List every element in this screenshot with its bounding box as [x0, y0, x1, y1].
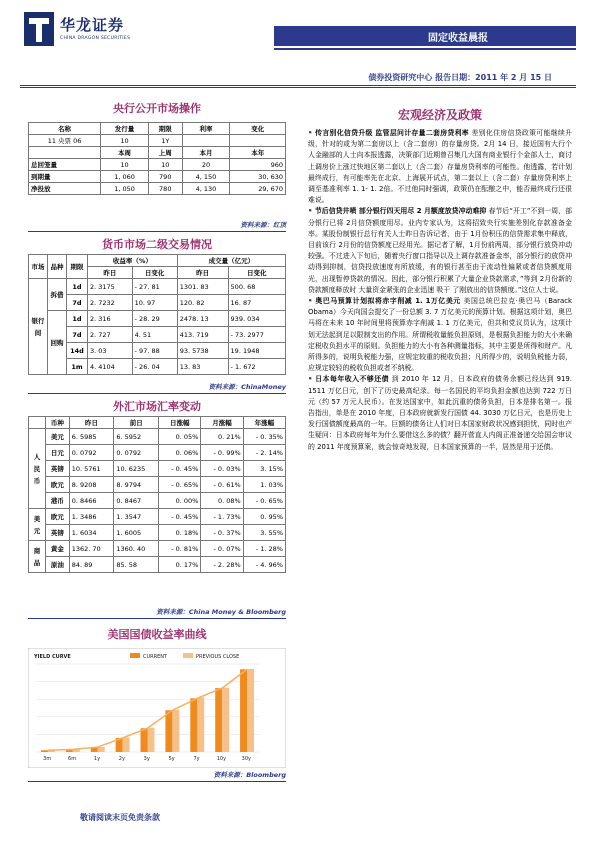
table-cell: 2. 3175 [88, 279, 133, 295]
report-title: 固定收益晨报 [428, 33, 488, 44]
table-cell: 10 [101, 135, 149, 147]
chart-label: YIELD CURVE [34, 654, 71, 660]
legend-previous: PREVIOUS CLOSE [196, 654, 240, 660]
table-cell: 10. 6235 [114, 461, 159, 477]
table-row [29, 541, 286, 557]
table-cell: 19. 1948 [228, 343, 285, 359]
news-headline: 传言别化信贷升级 监管层问计存量二套房贷利率 [315, 129, 470, 137]
table-cell: 0. 06% [159, 445, 201, 461]
legend-swatch-current [130, 653, 140, 658]
legend-current: CURRENT [143, 654, 168, 660]
bar-current-30y [240, 669, 247, 752]
table-row [29, 525, 286, 541]
open-market-table [28, 122, 286, 195]
open-market-title: 央行公开市场操作 [113, 102, 201, 115]
table-row [29, 279, 286, 295]
table-header: 月涨幅 [201, 417, 243, 429]
news-item [308, 296, 572, 374]
table-row [29, 183, 286, 195]
table-header: 名称 [29, 123, 101, 135]
table-header: 发行量 [101, 123, 149, 135]
table-header: 昨日 [69, 417, 114, 429]
table-cell: 29, 670 [230, 183, 286, 195]
money-market-title: 货币市场二级交易情况 [102, 238, 212, 251]
table-cell: 0. 17% [159, 557, 201, 573]
disclaimer-note: 敬请阅读末页免责条款 [80, 813, 160, 822]
table-cell: 0. 8467 [114, 493, 159, 509]
table-row [29, 461, 286, 477]
source-rule [28, 393, 286, 394]
table-cell: 3. 03 [88, 343, 133, 359]
table-header: 利率 [182, 123, 230, 135]
news-body: 美国总统巴拉克·奥巴马（Barack Obama）今天向国会提交了一份总额 3. 7 万亿美元的预算计划。根据这项计划，奥巴马将在未来 10 年时间里将预算赤字削减 1. 1 万亿美元，但共和党议员认为，这项计划无法起到足以限制支出的作用。所谓税收量能负担原则，是根据负担能力的大小来确定税收负担水平的原则。负担能力的大小有各种测量指标，其中主要是所得和财产。凡所得多的，说明负税能力强，应规定较重的税收负担；凡所得少的，说明负税能力弱，应规定较轻的税收负担或者不纳税。 [308, 297, 572, 373]
table-row [29, 359, 286, 375]
table-cell: 500. 68 [228, 279, 285, 295]
table-cell: 8. 9794 [114, 477, 159, 493]
table-header [29, 147, 101, 159]
table-row [29, 477, 286, 493]
table-cell: 6. 5952 [114, 429, 159, 445]
table-row [29, 493, 286, 509]
table-row [29, 295, 286, 311]
table-header: 上周 [148, 147, 182, 159]
subheader-rule-2 [20, 87, 576, 88]
table-cell: 英镑 [46, 525, 70, 541]
table-cell: 1301. 83 [177, 279, 228, 295]
table-cell: 84. 89 [69, 557, 114, 573]
table-cell: 4. 51 [132, 327, 177, 343]
x-tick-label: 7y [193, 756, 200, 762]
table-cell: 0. 18% [159, 525, 201, 541]
table-cell: 拆借 [48, 279, 67, 311]
logo-text-en: CHINA DRAGON SECURITIES [60, 36, 131, 41]
table-cell: 3. 55% [243, 525, 285, 541]
table-cell: - 0. 45% [159, 509, 201, 525]
table-cell: 0. 05% [159, 429, 201, 445]
table-header: 期限 [148, 123, 182, 135]
table-row [29, 327, 286, 343]
news-headline: 日本每年收入不够还债 [315, 375, 390, 384]
table-header-row [29, 255, 286, 267]
table-row [29, 557, 286, 573]
news-body: 差别化住房信贷政策可能继续升级，针对的或为第二套房以上（含二套房）的存量房贷。2月 14 日，接近国有大行个人金融部的人士向本报透露，决策部门近期曾召集几大国有商业银行个金部人士，商讨上调房价上涨过快地区第二套以上（含二套）存量房贷利率的可能性。他透露，若计划最终成行，有可能率先在北京、上海展开试点，第二套以上（含二套）存量房贷利率上调至基准利率 1. 1- 1. 2倍。不过他同时强调，政策仍在酝酿之中，能否最终成行还很难说。 [308, 129, 572, 205]
table-cell: 10 [148, 159, 182, 171]
table-cell: 413. 719 [177, 327, 228, 343]
table-cell: 2478. 13 [177, 311, 228, 327]
table-cell: - 0. 07% [201, 541, 243, 557]
table-cell: 8. 9208 [69, 477, 114, 493]
macro-title: 宏观经济及政策 [397, 108, 482, 122]
table-cell: 1. 3547 [114, 509, 159, 525]
table-cell: - 28. 29 [132, 311, 177, 327]
table-cell: 3. 15% [243, 461, 285, 477]
open-market-source: 资料来源：红顶 [240, 221, 286, 229]
table-row [29, 159, 286, 171]
bar-previous-30y [247, 669, 254, 752]
table-cell: 30, 630 [230, 171, 286, 183]
table-cell: 1Y [148, 135, 182, 147]
table-cell: 2. 727 [88, 327, 133, 343]
table-cell: 黄金 [46, 541, 70, 557]
table-header: 年涨幅 [243, 417, 285, 429]
table-row [29, 135, 286, 147]
x-tick-label: 1y [93, 756, 101, 762]
logo-mark-icon [24, 12, 54, 46]
yield-curve-source: 资料来源：Bloomberg [213, 771, 286, 779]
table-cell: 到期量 [29, 171, 101, 183]
table-cell: 7d [67, 295, 88, 311]
table-cell: - 4. 96% [243, 557, 285, 573]
table-cell: - 1. 672 [228, 359, 285, 375]
bar-current-7y [190, 698, 197, 752]
bar-current-10y [215, 688, 222, 752]
table-header [29, 417, 46, 429]
table-cell: 4. 4104 [88, 359, 133, 375]
table-header: 品种 [48, 255, 67, 279]
logo-text-cn: 华龙证券 [60, 16, 125, 34]
table-cell: 20 [182, 159, 230, 171]
x-tick-label: 6m [68, 756, 77, 762]
news-item [308, 206, 572, 296]
table-cell: 日元 [46, 445, 70, 461]
news-item [308, 128, 572, 206]
news-body: 到 2010 年 12 月，日本政府的债务余额已经达到 919. 1511 万亿日元，创下了历史最高纪录。每一名国民的平均负担金额也达到 722 万日元（约 57 万元人民币）。在发达国家中，如此沉重的债务负担，日本是排名第一。报告指出，单是在 2010 年度，日本政府就新发行国债 44. 3030 万亿日元，也是历史上发行国债额度最高的一年。巨额的债务让人们对日本国家财政状况感到担忧，同时也产生疑问：日本政府每年为什么要借这么多的债？翻开菅直人内阁正准备递交给国会审议的 2011 年度预算案，就会惊奇地发现，日本国家预算的一半，居然是用于还债。 [308, 375, 572, 451]
table-cell: 16. 87 [228, 295, 285, 311]
source-rule [28, 618, 286, 619]
subheader-rule [20, 85, 576, 86]
table-cell: 美元 [29, 509, 46, 541]
table-cell: 0. 95% [243, 509, 285, 525]
table-cell: 1m [67, 359, 88, 375]
table-cell: 85. 58 [114, 557, 159, 573]
table-cell: 1, 050 [101, 183, 149, 195]
table-cell: - 73. 2977 [228, 327, 285, 343]
table-cell: 1d [67, 279, 88, 295]
table-header: 前日 [114, 417, 159, 429]
table-cell: 净投放 [29, 183, 101, 195]
logo [24, 8, 174, 52]
table-cell: 1, 060 [101, 171, 149, 183]
x-tick-label: 3y [143, 756, 150, 762]
table-cell: 10. 97 [132, 295, 177, 311]
table-cell: 0. 0792 [114, 445, 159, 461]
table-cell: 0. 21% [201, 429, 243, 445]
table-cell: - 0. 45% [159, 461, 201, 477]
table-cell: 93. 5738 [177, 343, 228, 359]
fx-table [28, 416, 286, 573]
news-headline: 奥巴马预算计划拟将赤字削减 1. 1万亿美元 [315, 297, 461, 306]
table-cell: 10. 5761 [69, 461, 114, 477]
table-header: 成交量（亿元） [177, 255, 285, 267]
bar-previous-7y [197, 697, 204, 752]
bar-previous-10y [222, 688, 229, 752]
source-rule [28, 781, 286, 782]
table-header: 收益率（%） [88, 255, 178, 267]
table-header: 变化 [230, 123, 286, 135]
table-row [29, 343, 286, 359]
table-cell: 780 [148, 183, 182, 195]
table-header: 本年 [230, 147, 286, 159]
money-market-table [28, 254, 286, 375]
table-cell: - 1. 28% [243, 541, 285, 557]
table-cell: 1360. 40 [114, 541, 159, 557]
table-cell: 回购 [48, 311, 67, 375]
table-cell: 商品 [29, 541, 46, 573]
table-cell: 11 央票 06 [29, 135, 101, 147]
bar-current-3y [141, 728, 148, 752]
bullet-icon: • [308, 375, 316, 384]
table-cell: 960 [230, 159, 286, 171]
table-cell: 港币 [46, 493, 70, 509]
table-cell: 欧元 [46, 477, 70, 493]
table-cell: 美元 [46, 429, 70, 445]
table-header-row [29, 147, 286, 159]
table-cell: - 0. 81% [159, 541, 201, 557]
fx-title: 外汇市场汇率变动 [113, 400, 201, 413]
header-banner [274, 26, 576, 46]
table-header: 市场 [29, 255, 48, 279]
table-cell: - 0. 99% [201, 445, 243, 461]
table-header: 日变化 [132, 267, 177, 279]
table-cell: 10 [101, 159, 149, 171]
x-tick-label: 3m [43, 756, 52, 762]
bar-previous-2y [123, 738, 130, 752]
table-row [29, 429, 286, 445]
bullet-icon: • [308, 297, 316, 306]
money-market-source: 资料来源：ChinaMoney [208, 383, 286, 391]
table-cell: - 0. 65% [243, 493, 285, 509]
bar-current-3m [41, 750, 48, 752]
table-header: 期限 [67, 255, 88, 279]
table-cell: 1362. 70 [69, 541, 114, 557]
table-cell: 13. 83 [177, 359, 228, 375]
news-body: 春节后“开工”不到一周，部分银行已将 2月信贷额度用尽。业内专家认为，这将招致央行实施差别化存款准备金率。某股份制银行总行有关人士昨日告诉记者，由于 1月份积压的信贷需求集中释放，目前该行 2月份的信贷额度已经用光。据记者了解，1月份前两周，部分银行放贷冲动较强。不过进入下旬后，随着央行窗口指导以及上调存款准备金率，部分银行的放贷冲动得到抑制，信贷投放速度有所放缓，有的银行甚至由于流动性偏紧或者信贷额度用光，出现暂停贷款的情况。因此，部分银行积累了大量企业贷款需求，”等到 2月份新的贷款额度释放时 大量资金紧张的企业迅速 吸干 了刚放出的信贷额度。”这位人士说。 [308, 207, 572, 294]
table-cell: 4, 130 [182, 183, 230, 195]
header-rule [274, 48, 576, 50]
news-item [308, 374, 572, 452]
table-header: 本周 [101, 147, 149, 159]
table-cell: 14d [67, 343, 88, 359]
table-header: 日涨幅 [159, 417, 201, 429]
yield-curve-chart [28, 648, 286, 768]
table-row [29, 509, 286, 525]
table-cell: 120. 82 [177, 295, 228, 311]
news-headline: 节后信贷井喷 部分银行四天用尽 2 月额度放贷冲动难抑 [314, 207, 487, 216]
bullet-icon: • [308, 207, 315, 216]
yield-curve-title: 美国国债收益率曲线 [107, 628, 207, 641]
table-cell: 1. 3486 [69, 509, 114, 525]
table-cell: 总回笼量 [29, 159, 101, 171]
table-cell: 1. 6034 [69, 525, 114, 541]
table-header: 币种 [46, 417, 70, 429]
table-cell: 2. 7232 [88, 295, 133, 311]
table-header-row [29, 417, 286, 429]
table-cell [182, 135, 230, 147]
table-cell: 0. 0792 [69, 445, 114, 461]
table-cell: 欧元 [46, 509, 70, 525]
table-cell: 6. 5985 [69, 429, 114, 445]
bar-previous-5y [172, 710, 179, 752]
table-cell: 7d [67, 327, 88, 343]
table-cell: 1. 6005 [114, 525, 159, 541]
source-rule [28, 231, 286, 232]
report-subheader: 债券投资研究中心 报告日期：2011 年 2 月 15 日 [368, 73, 552, 82]
table-cell: 0. 8466 [69, 493, 114, 509]
table-cell: - 0. 61% [201, 477, 243, 493]
x-tick-label: 10y [216, 756, 227, 762]
bar-current-5y [165, 710, 172, 752]
table-cell [230, 135, 286, 147]
fx-source: 资料来源：China Money & Bloomberg [156, 608, 286, 616]
table-cell: 人民币 [29, 429, 46, 509]
table-cell: - 0. 65% [159, 477, 201, 493]
table-header-row [29, 123, 286, 135]
table-cell: - 26. 04 [132, 359, 177, 375]
table-header: 本月 [182, 147, 230, 159]
table-row [29, 171, 286, 183]
table-cell: - 0. 35% [243, 429, 285, 445]
table-cell: 939. 034 [228, 311, 285, 327]
x-tick-label: 5y [168, 756, 175, 762]
table-cell: 2. 316 [88, 311, 133, 327]
bullet-icon: • [308, 129, 316, 137]
table-cell: - 97. 88 [132, 343, 177, 359]
table-cell: - 1. 73% [201, 509, 243, 525]
table-cell: 1d [67, 311, 88, 327]
table-cell: 0. 00% [159, 493, 201, 509]
table-cell: 4, 150 [182, 171, 230, 183]
table-cell: 英镑 [46, 461, 70, 477]
table-cell: - 27. 81 [132, 279, 177, 295]
macro-body [308, 128, 572, 453]
table-row [29, 311, 286, 327]
table-header: 昨日 [88, 267, 133, 279]
table-header: 昨日 [177, 267, 228, 279]
table-cell: 银行间 [29, 279, 48, 375]
table-cell: 原油 [46, 557, 70, 573]
table-cell: 0. 08% [201, 493, 243, 509]
legend-swatch-previous [183, 653, 193, 658]
table-cell: - 2. 14% [243, 445, 285, 461]
bar-previous-3y [148, 728, 155, 752]
table-cell: 790 [148, 171, 182, 183]
table-cell: - 2. 28% [201, 557, 243, 573]
table-cell: - 0. 03% [201, 461, 243, 477]
table-row [29, 445, 286, 461]
table-header: 日变化 [228, 267, 285, 279]
table-cell: - 0. 37% [201, 525, 243, 541]
x-tick-label: 30y [241, 756, 251, 762]
x-tick-label: 2y [118, 756, 125, 762]
table-cell: 1. 03% [243, 477, 285, 493]
bar-previous-1y [98, 747, 105, 752]
